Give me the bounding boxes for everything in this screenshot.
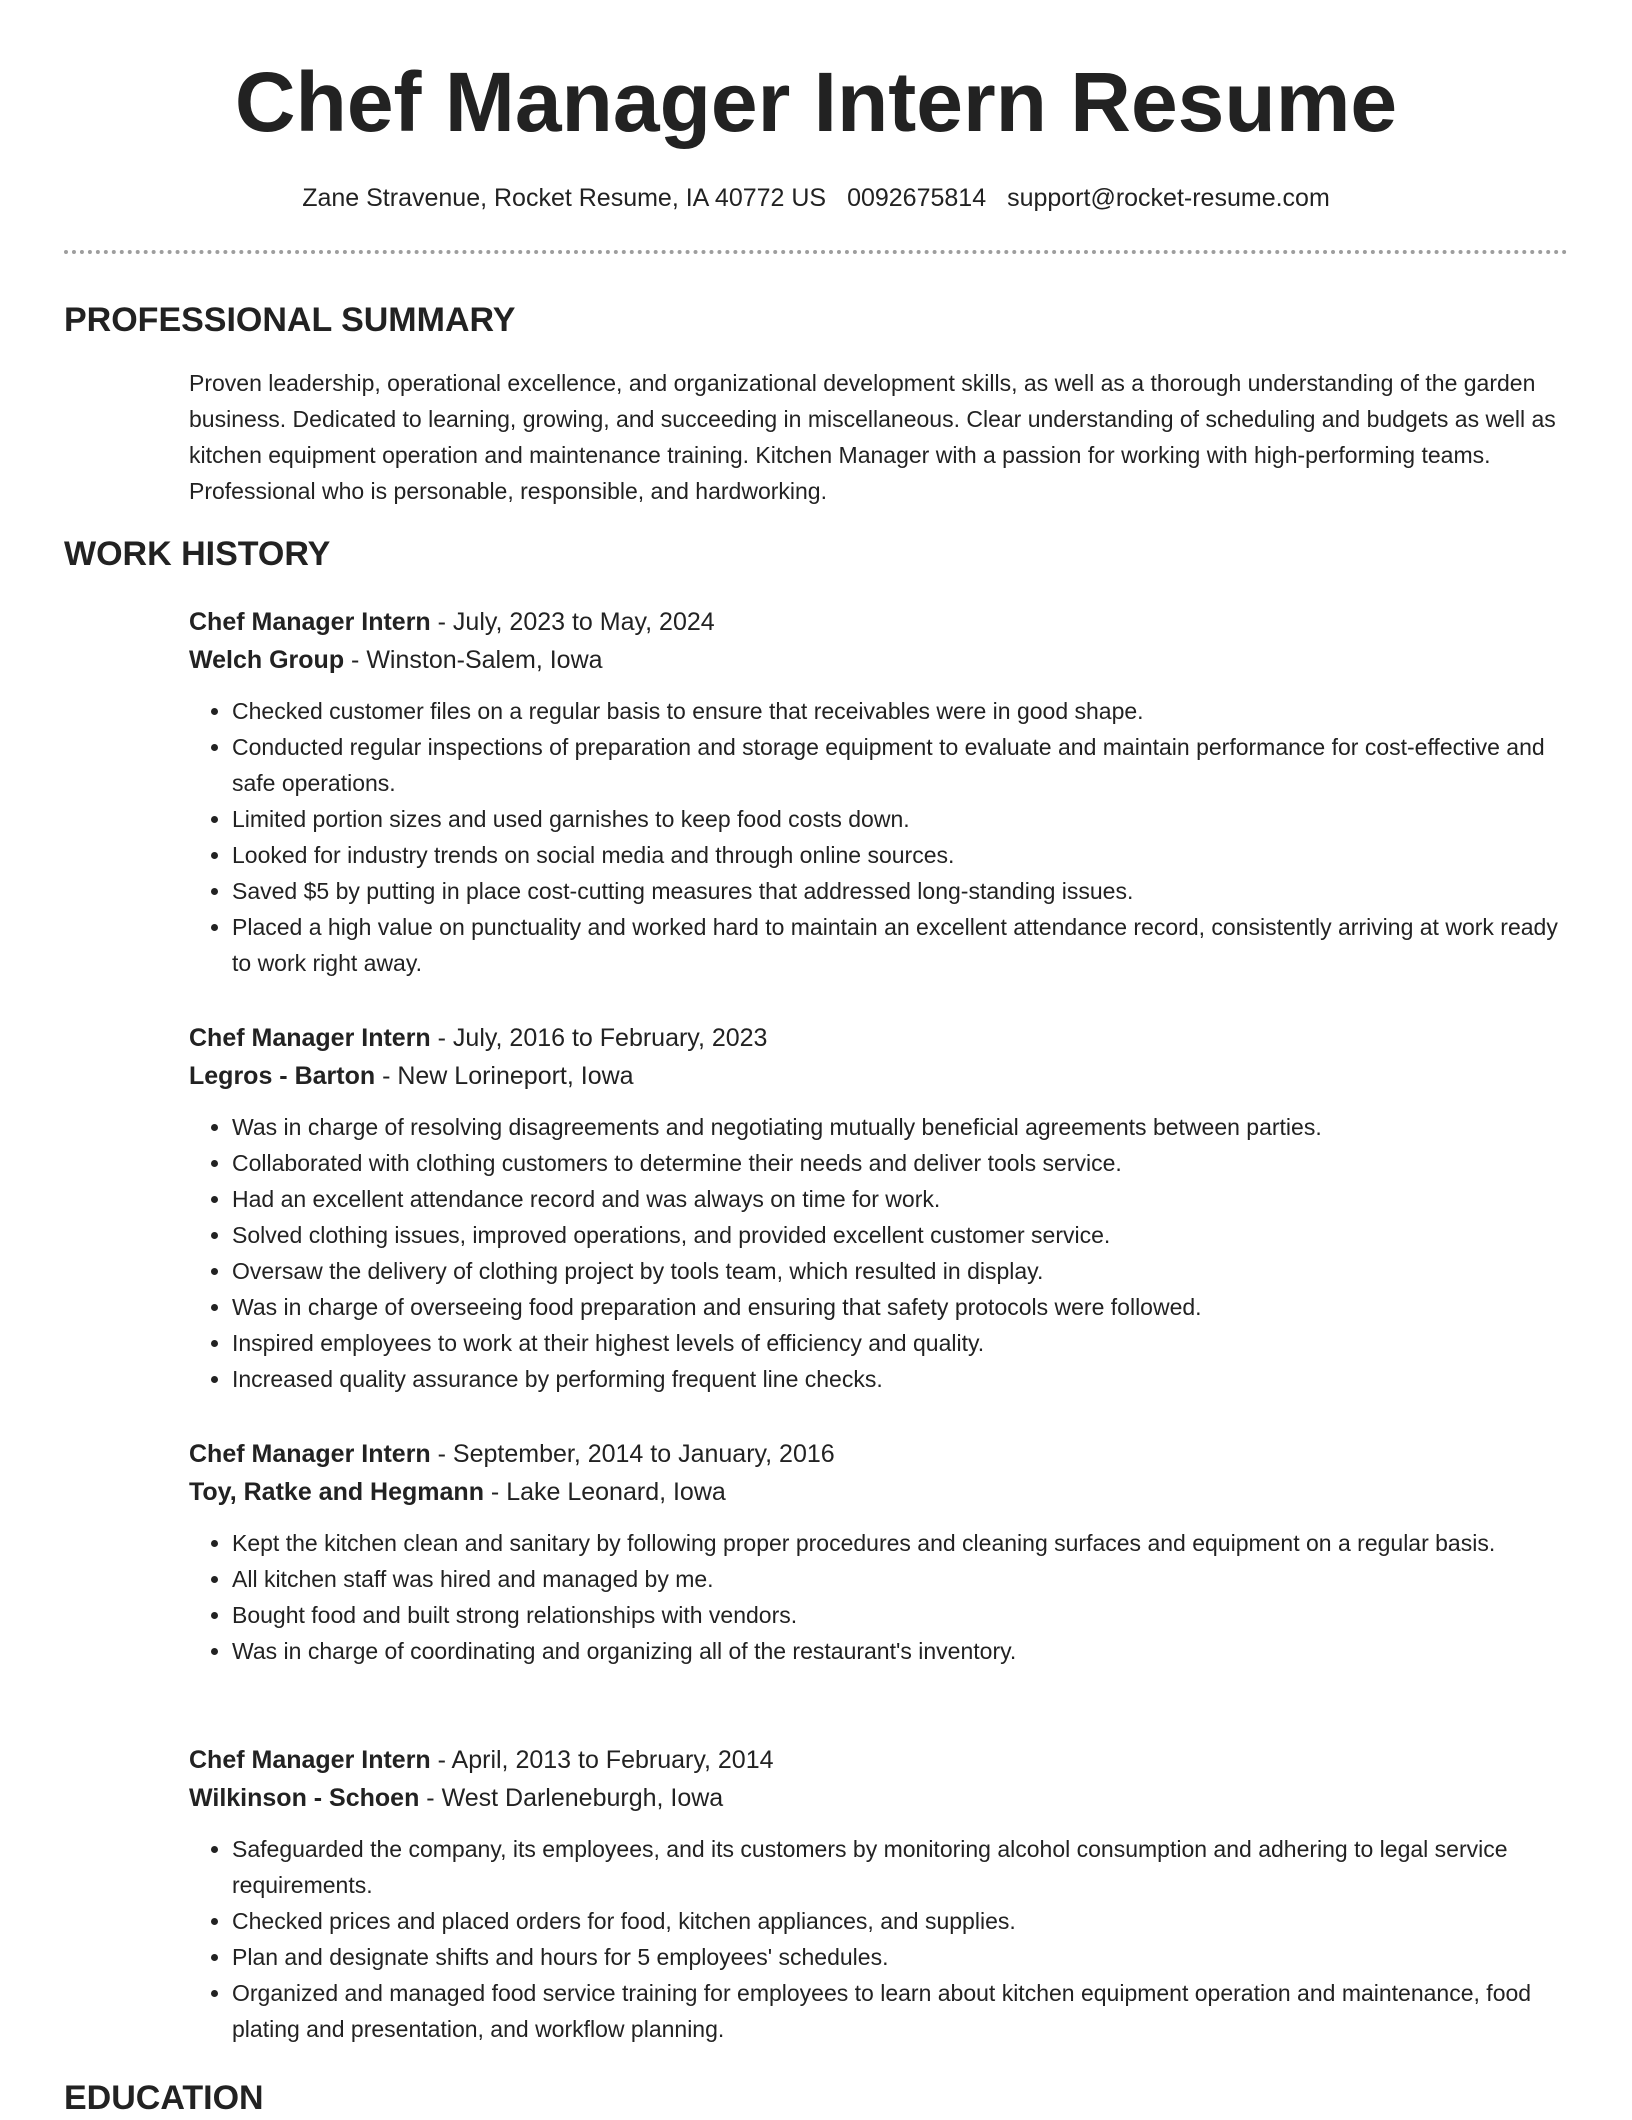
job-title-line: Chef Manager Intern - April, 2013 to February, 2014 [189, 1746, 774, 1774]
contact-address: Zane Stravenue, Rocket Resume, IA 40772 US [302, 184, 827, 212]
contact-line [0, 180, 1632, 216]
job-company-line: Welch Group - Winston-Salem, Iowa [189, 646, 603, 674]
job-title-line: Chef Manager Intern - July, 2016 to February, 2023 [189, 1024, 768, 1052]
job-company: Legros - Barton [189, 1062, 376, 1090]
job-bullet: • Looked for industry trends on social media and through online sources. [232, 837, 1569, 873]
job-bullet: • Collaborated with clothing customers to determine their needs and deliver tools service. [232, 1145, 1569, 1181]
job-bullet: • Bought food and built strong relationships with vendors. [232, 1597, 1569, 1633]
job-title: Chef Manager Intern [189, 1024, 431, 1052]
job-bullet: • Organized and managed food service training for employees to learn about kitchen equipment operation and maintenance, food plating and presentation, and workflow planning. [232, 1975, 1569, 2047]
job-bullet: • Solved clothing issues, improved operations, and provided excellent customer service. [232, 1217, 1569, 1253]
job-title: Chef Manager Intern [189, 1440, 431, 1468]
contact-email: support@rocket-resume.com [1007, 184, 1330, 212]
job-dates: July, 2023 to May, 2024 [452, 608, 715, 636]
job-title-line: Chef Manager Intern - September, 2014 to January, 2016 [189, 1440, 835, 1468]
job-bullet: • Conducted regular inspections of preparation and storage equipment to evaluate and maintain performance for cost-effective and safe operations. [232, 729, 1569, 801]
job-company: Toy, Ratke and Hegmann [189, 1478, 484, 1506]
contact-phone: 0092675814 [847, 184, 987, 212]
job-company: Welch Group [189, 646, 345, 674]
job-dates: September, 2014 to January, 2016 [452, 1440, 835, 1468]
job-bullet: • Oversaw the delivery of clothing project by tools team, which resulted in display. [232, 1253, 1569, 1289]
job-entry-2 [189, 1019, 1569, 1397]
job-entry-1 [189, 603, 1569, 981]
job-company-line: Wilkinson - Schoen - West Darleneburgh, Iowa [189, 1784, 724, 1812]
job-company: Wilkinson - Schoen [189, 1784, 420, 1812]
job-company-line: Toy, Ratke and Hegmann - Lake Leonard, Iowa [189, 1478, 726, 1506]
job-bullet: • Kept the kitchen clean and sanitary by following proper procedures and cleaning surfaces and equipment on a regular basis. [232, 1525, 1569, 1561]
job-bullet: • Was in charge of resolving disagreements and negotiating mutually beneficial agreements between parties. [232, 1109, 1569, 1145]
job-location: New Lorineport, Iowa [397, 1062, 634, 1090]
job-title-line: Chef Manager Intern - July, 2023 to May, 2024 [189, 608, 715, 636]
job-bullet: • Had an excellent attendance record and was always on time for work. [232, 1181, 1569, 1217]
job-bullet: • Plan and designate shifts and hours for 5 employees' schedules. [232, 1939, 1569, 1975]
job-bullet: • Placed a high value on punctuality and worked hard to maintain an excellent attendance record, consistently arriving at work ready to work right away. [232, 909, 1569, 981]
job-dates: April, 2013 to February, 2014 [451, 1746, 774, 1774]
job-bullet: • All kitchen staff was hired and managed by me. [232, 1561, 1569, 1597]
job-company-line: Legros - Barton - New Lorineport, Iowa [189, 1062, 634, 1090]
header-divider [64, 250, 1568, 254]
job-bullets [189, 693, 1569, 981]
job-title: Chef Manager Intern [189, 608, 431, 636]
job-location: West Darleneburgh, Iowa [441, 1784, 724, 1812]
job-bullet: • Was in charge of overseeing food preparation and ensuring that safety protocols were followed. [232, 1289, 1569, 1325]
job-bullet: • Increased quality assurance by performing frequent line checks. [232, 1361, 1569, 1397]
education-heading: EDUCATION [64, 2079, 264, 2117]
job-bullet: • Was in charge of coordinating and organizing all of the restaurant's inventory. [232, 1633, 1569, 1669]
summary-heading: PROFESSIONAL SUMMARY [64, 301, 516, 339]
job-title: Chef Manager Intern [189, 1746, 431, 1774]
job-bullet: • Checked prices and placed orders for food, kitchen appliances, and supplies. [232, 1903, 1569, 1939]
job-bullets [189, 1525, 1569, 1669]
job-bullets [189, 1831, 1569, 2047]
job-bullet: • Checked customer files on a regular basis to ensure that receivables were in good shape. [232, 693, 1569, 729]
job-entry-3 [189, 1435, 1569, 1669]
job-bullet: • Inspired employees to work at their highest levels of efficiency and quality. [232, 1325, 1569, 1361]
job-bullet: • Saved $5 by putting in place cost-cutting measures that addressed long-standing issues. [232, 873, 1569, 909]
job-bullet: • Safeguarded the company, its employees, and its customers by monitoring alcohol consumption and adhering to legal service requirements. [232, 1831, 1569, 1903]
job-bullets [189, 1109, 1569, 1397]
work-history-heading: WORK HISTORY [64, 535, 331, 573]
job-entry-4 [189, 1741, 1569, 2047]
job-location: Lake Leonard, Iowa [506, 1478, 726, 1506]
job-location: Winston-Salem, Iowa [366, 646, 603, 674]
resume-title: Chef Manager Intern Resume [234, 55, 1398, 149]
summary-text: Proven leadership, operational excellence, and organizational development skills, as well as a thorough understanding of the garden business. Dedicated to learning, growing, and succeeding in miscellaneous. Clear understanding of scheduling and budgets as well as kitchen equipment operation and maintenance training. Kitchen Manager with a passion for working with high-performing teams. Professional who is personable, responsible, and hardworking. [189, 370, 1556, 504]
job-bullet: • Limited portion sizes and used garnishes to keep food costs down. [232, 801, 1569, 837]
job-dates: July, 2016 to February, 2023 [452, 1024, 768, 1052]
